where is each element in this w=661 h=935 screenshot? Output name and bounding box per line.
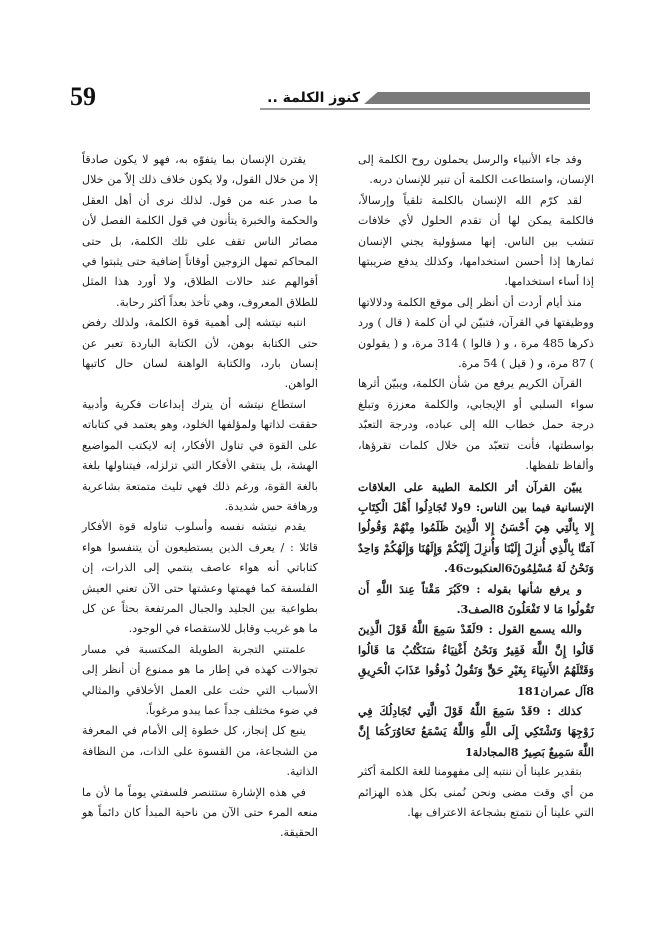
paragraph-quran-quote: يبيّن القرآن أثر الكلمة الطيبة على العلاقات الإنسانية فيما بين الناس: 9ولا تُجَادِلُوا أَهْلَ الْكِتَابِ إِلا بِالَّتِي هِيَ أَحْسَنُ إِلا الَّذِينَ ظَلَمُوا مِنْهُمْ وَقُولُوا آمَنَّا بِالَّذِي أُنزِلَ إِلَيْنَا وَأُنزِلَ إِلَيْكُمْ وَإِلَهُنَا وَإِلَهُكُمْ وَاحِدٌ وَنَحْنُ لَهُ مُسْلِمُونَ6العنكبوت46. bbox=[358, 479, 594, 576]
header-rule bbox=[260, 108, 590, 110]
paragraph: لقد كرّم الله الإنسان بالكلمة تلقياً وإرسالاً، فالكلمة يمكن لها أن تقدم الحلول لأي خلافات تنشب بين الناس. إنها مسؤولية يجني الإنسان ثمارها إذا أحسن استخدامها، وكذلك يدفع ضريبتها إذا أساء استخدامها. bbox=[358, 193, 594, 289]
paragraph-quran-quote: و يرفع شأنها بقوله : 9كَبُرَ مَقْتاً عِندَ اللَّهِ أَن تَقُولُوا مَا لا تَفْعَلُونَ 8الصف3. bbox=[358, 581, 594, 616]
paragraph: في هذه الإشارة ستتنصر فلسفتي يوماً ما لأن ما منعه المرء حتى الآن من ناحية المبدأ كان دائماً هو الحقيقة. bbox=[82, 785, 318, 840]
paragraph-quran-quote: كذلك : 9قَدْ سَمِعَ اللَّهُ قَوْلَ الَّتِي تُجَادِلُكَ فِي زَوْجِهَا وَتَشْتَكِي إِلَى اللَّهِ وَاللَّهُ يَسْمَعُ تَحَاوُرَكُمَا إِنَّ اللَّهَ سَمِيعٌ بَصِيرٌ 8المجادلة1 bbox=[358, 703, 594, 759]
header-bar bbox=[364, 92, 590, 104]
column-right bbox=[358, 150, 594, 823]
running-header bbox=[260, 86, 590, 122]
paragraph: ينبع كل إنجاز، كل خطوة إلى الأمام في المعرفة من الشجاعة، من القسوة على الذات، من النظافة الذاتية. bbox=[82, 724, 318, 779]
paragraph: انتبه نيتشه إلى أهمية قوة الكلمة، ولذلك رفض حتى الكتابة بوهن، لأن الكتابة الباردة تعبر عن إنسان بارد، والكتابة الواهنة لسان حال كاتبها الواهن. bbox=[82, 316, 318, 391]
paragraph: استطاع نيتشه أن يترك إبداعات فكرية وأدبية حققت لذاتها ولمؤلفها الخلود، وهو يعتمد في كتاباته على القوة في تناول الأفكار، إنه لايكتب المواضيع الهشة، بل ينتقي الأفكار التي تزلزله، فيتناولها بلغة بالغة القوة، ورغم ذلك فهي تليث متمتعة بشاعرية ورهافة حس شديدة. bbox=[82, 397, 318, 513]
paragraph: بتقدير علينا أن ننتبه إلى مفهومنا للغة الكلمة أكثر من أي وقت مضى ونحن نُمنى بكل هذه الهزائم التي علينا أن نتمتع بشجاعة الاعتراف بها. bbox=[358, 765, 594, 819]
paragraph: وقد جاء الأنبياء والرسل يحملون روح الكلمة إلى الإنسان، واستطاعت الكلمة أن تنير للإنسان دربه. bbox=[358, 153, 594, 187]
magazine-title: كنوز الكلمة .. bbox=[267, 90, 360, 106]
paragraph: علمتني التجربة الطويلة المكتسبة في مسار تجوالات كهذه في إطار ما هو ممنوع أن أنظر إلى الأسباب التي حثت على العمل الأخلاقي والمثالي في ضوء مختلف جداً عما يبدو مرغوباً. bbox=[82, 642, 318, 717]
paragraph: منذ أيام أردت أن أنظر إلى موقع الكلمة ودلالاتها ووظيفتها في القرآن، فتبيّن لي أن كلمة ( قال ) ورد ذكرها 485 مرة ، و ( قالوا ) 314 مرة، و ( يقولون ) 87 مرة، و ( قيل ) 54 مرة. bbox=[358, 295, 594, 371]
paragraph: القرآن الكريم يرفع من شأن الكلمة، ويبيّن أثرها سواء السلبي أو الإيجابي، والكلمة معززة وتبلغ درجة حمل خطاب الله إلى عباده، ودرجة التعبّد بواسطتها، فأنت تتعبّد من خلال كلمات تقرؤها، وألفاظ تلفظها. bbox=[358, 377, 594, 473]
paragraph: يقدم نيتشه نفسه وأسلوب تناوله قوة الأفكار قائلا : / يعرف الذين يستطيعون أن يتنفسوا هواء كتاباتي أنه هواء عاصف ينتمي إلى الذرات، إن الفلسفة كما فهمتها وعشتها حتى الآن تعني العيش بطواعية بين الجليد والجبال المرتفعة بحثاً عن كل ما هو غريب وقابل للاستقصاء في الوجود. bbox=[82, 520, 318, 636]
column-left bbox=[82, 150, 318, 844]
paragraph: يقترن الإنسان بما يتفوّه به، فهو لا يكون صادقاً إلا من خلال القول، ولا يكون خلاف ذلك إلاّ من خلال ما صدر عنه من قول. لذلك نرى أن أهل العقل والحكمة والخبرة يتأنون في قول الكلمة الفصل لأن مصائر الناس تقف على تلك الكلمة، بل حتى المحاكم تمهل الزوجين أوقاتاً إضافية حتى يثبتوا في أقوالهم عند حالات الطلاق، ولا أورد هذا المثل للطلاق المعروف، وهي تأخذ بعداً أكثر رحابة. bbox=[82, 153, 318, 309]
paragraph-quran-quote: والله يسمع القول : 9لَقَدْ سَمِعَ اللَّهُ قَوْلَ الَّذِينَ قَالُوا إِنَّ اللَّهَ فَقِيرٌ وَنَحْنُ أَغْنِيَاءُ سَنَكْتُبُ مَا قَالُوا وَقَتْلَهُمُ الأَنبِيَاءَ بِغَيْرِ حَقٍّ وَنَقُولُ ذُوقُوا عَذَابَ الْحَرِيقِ 8آل عمران181 bbox=[358, 622, 594, 698]
page-number: 59 bbox=[70, 82, 96, 111]
